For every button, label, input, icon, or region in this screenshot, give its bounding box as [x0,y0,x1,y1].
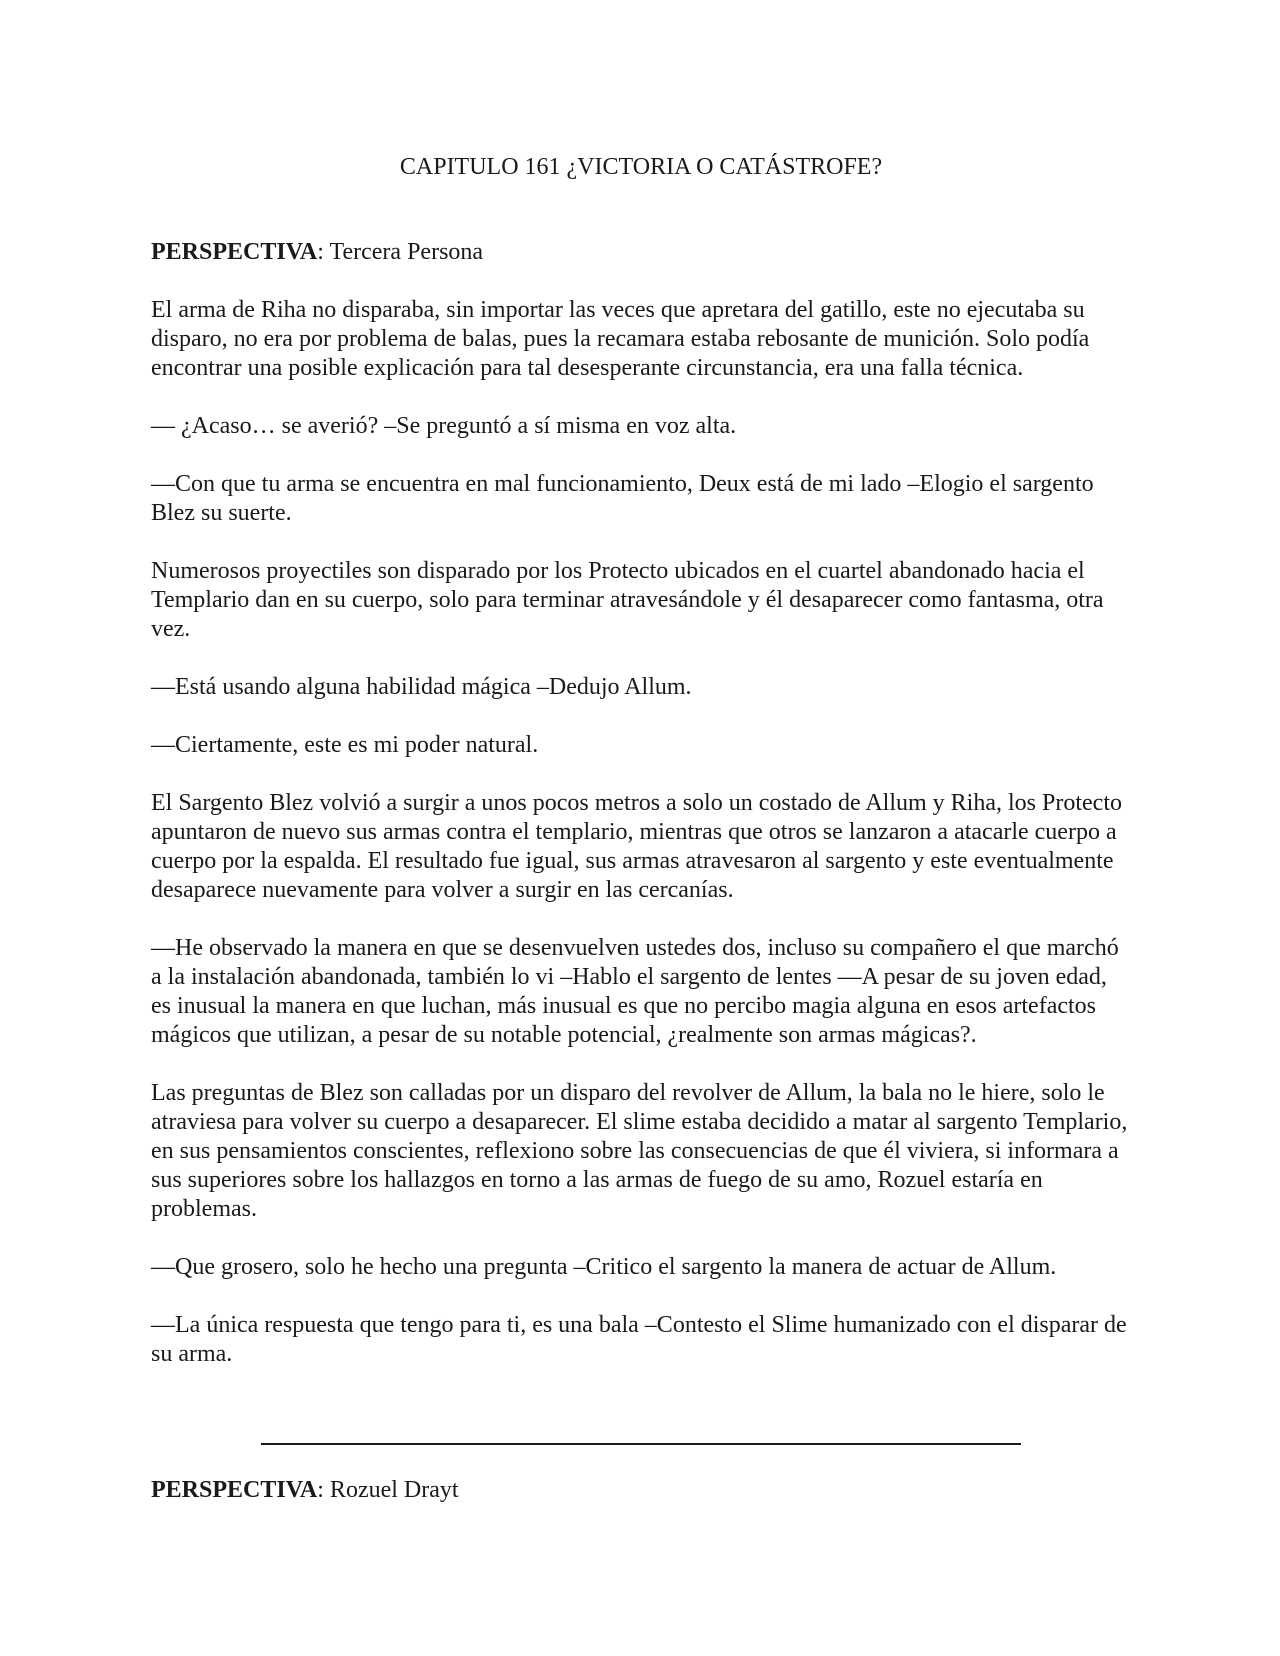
section-body [151,296,1131,1398]
perspective-heading [151,238,483,267]
perspective-label: PERSPECTIVA [151,1477,318,1503]
paragraph: —He observado la manera en que se desenvuelven ustedes dos, incluso su compañero el que marchó a la instalación abandonada, también lo vi –Hablo el sargento de lentes —A pesar de su joven edad, es inusual la manera en que luchan, más inusual es que no percibo magia alguna en esos artefactos mágicos que utilizan, a pesar de su notable potencial, ¿realmente son armas mágicas?. [151,935,1119,1048]
perspective-value: : Tercera Persona [317,239,484,265]
paragraph: —Está usando alguna habilidad mágica –Dedujo Allum. [151,674,692,700]
paragraph: Numerosos proyectiles son disparado por los Protecto ubicados en el cuartel abandonado hacia el Templario dan en su cuerpo, solo para terminar atravesándole y él desaparecer como fantasma, otra vez. [151,558,1104,642]
perspective-label: PERSPECTIVA [151,239,318,265]
section-divider [261,1443,1021,1445]
perspective-value: : Rozuel Drayt [317,1477,459,1503]
perspective-heading [151,1476,459,1505]
chapter-title: CAPITULO 161 ¿VICTORIA O CATÁSTROFE? [399,154,883,180]
paragraph: Las preguntas de Blez son calladas por un disparo del revolver de Allum, la bala no le hiere, solo le atraviesa para volver su cuerpo a desaparecer. El slime estaba decidido a matar al sargento Templario, en sus pensamientos conscientes, reflexiono sobre las consecuencias de que él viviera, si informara a sus superiores sobre los hallazgos en torno a las armas de fuego de su amo, Rozuel estaría en problemas. [151,1080,1128,1222]
paragraph: —Ciertamente, este es mi poder natural. [151,732,539,758]
paragraph: —Con que tu arma se encuentra en mal funcionamiento, Deux está de mi lado –Elogio el sargento Blez su suerte. [151,471,1094,526]
paragraph: El arma de Riha no disparaba, sin importar las veces que apretara del gatillo, este no ejecutaba su disparo, no era por problema de balas, pues la recamara estaba rebosante de munición. Solo podía encontrar una posible explicación para tal desesperante circunstancia, era una falla técnica. [151,297,1090,381]
paragraph: El Sargento Blez volvió a surgir a unos pocos metros a solo un costado de Allum y Riha, los Protecto apuntaron de nuevo sus armas contra el templario, mientras que otros se lanzaron a atacarle cuerpo a cuerpo por la espalda. El resultado fue igual, sus armas atravesaron al sargento y este eventualmente desaparece nuevamente para volver a surgir en las cercanías. [151,790,1122,903]
paragraph: — ¿Acaso… se averió? –Se preguntó a sí misma en voz alta. [151,413,737,439]
paragraph: —Que grosero, solo he hecho una pregunta –Critico el sargento la manera de actuar de Allum. [151,1254,1057,1280]
paragraph: —La única respuesta que tengo para ti, es una bala –Contesto el Slime humanizado con el disparar de su arma. [151,1312,1127,1367]
